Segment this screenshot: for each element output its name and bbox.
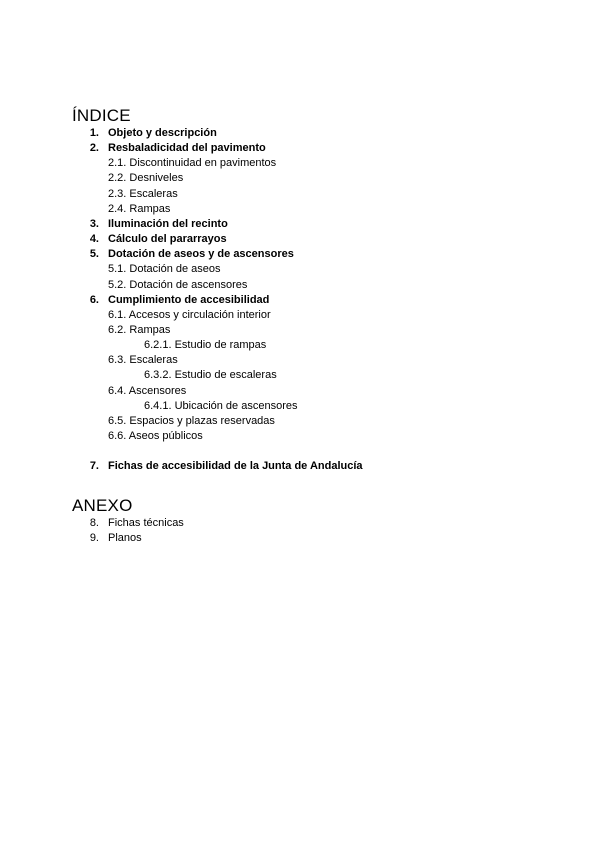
indice-item <box>0 429 600 444</box>
indice-item-label: Objeto y descripción <box>108 127 217 139</box>
indice-item-label: 6.2. Rampas <box>108 323 171 336</box>
indice-item-label: 6.6. Aseos públicos <box>108 430 203 442</box>
indice-item <box>0 217 600 232</box>
indice-item <box>0 293 600 308</box>
indice-item-label: Fichas de accesibilidad de la Junta de Andalucía <box>108 460 363 473</box>
indice-item <box>0 353 600 368</box>
indice-item-label: 6.2.1. Estudio de rampas <box>144 339 267 352</box>
indice-item <box>0 459 600 474</box>
indice-item <box>0 126 600 141</box>
indice-item-label: 2.4. Rampas <box>108 202 171 215</box>
indice-item-label: 6.3. Escaleras <box>108 354 178 367</box>
indice-item-number: 6. <box>89 293 99 306</box>
indice-item-label: 5.1. Dotación de aseos <box>108 263 221 276</box>
indice-item-label: Resbaladicidad del pavimento <box>108 142 266 155</box>
indice-item <box>0 414 600 429</box>
indice-item-label: 2.3. Escaleras <box>108 187 178 200</box>
indice-item-number: 3. <box>89 217 99 230</box>
indice-item <box>0 232 600 247</box>
indice-item <box>0 368 600 383</box>
anexo-item <box>0 531 600 546</box>
indice-item-number: 7. <box>89 460 99 473</box>
anexo-item-label: Fichas técnicas <box>108 517 184 529</box>
indice-item-number: 5. <box>89 248 99 261</box>
indice-item <box>0 323 600 338</box>
indice-item-label: Dotación de aseos y de ascensores <box>108 248 294 261</box>
indice-item-label: 6.5. Espacios y plazas reservadas <box>108 414 275 427</box>
anexo-item-number: 9. <box>89 532 99 545</box>
indice-item-label: Cálculo del pararrayos <box>108 233 227 246</box>
anexo-item <box>0 516 600 531</box>
indice-item <box>0 187 600 202</box>
indice-item-label: Cumplimiento de accesibilidad <box>108 293 270 306</box>
indice-item-label: 6.4. Ascensores <box>108 384 187 397</box>
anexo-item-number: 8. <box>89 517 99 529</box>
indice-item <box>0 338 600 353</box>
indice-item <box>0 384 600 399</box>
indice-item-number: 1. <box>89 127 99 139</box>
anexo-title: ANEXO <box>72 496 133 515</box>
indice-item <box>0 262 600 277</box>
indice-item-label: 6.1. Accesos y circulación interior <box>108 308 271 321</box>
indice-item <box>0 156 600 171</box>
indice-title: ÍNDICE <box>72 106 131 125</box>
anexo-item-label: Planos <box>108 532 142 545</box>
indice-item-label: 5.2. Dotación de ascensores <box>108 278 248 291</box>
indice-item-label: Iluminación del recinto <box>108 217 228 230</box>
indice-item-label: 2.2. Desniveles <box>108 172 184 185</box>
indice-item-number: 2. <box>89 142 99 155</box>
indice-item-label: 6.4.1. Ubicación de ascensores <box>144 399 298 412</box>
indice-item-label: 6.3.2. Estudio de escaleras <box>144 369 277 382</box>
indice-item <box>0 308 600 323</box>
indice-item <box>0 141 600 156</box>
indice-item <box>0 399 600 414</box>
indice-item <box>0 247 600 262</box>
indice-item-label: 2.1. Discontinuidad en pavimentos <box>108 157 277 170</box>
indice-item <box>0 278 600 293</box>
indice-item-number: 4. <box>89 233 99 246</box>
indice-item <box>0 202 600 217</box>
indice-item <box>0 171 600 186</box>
